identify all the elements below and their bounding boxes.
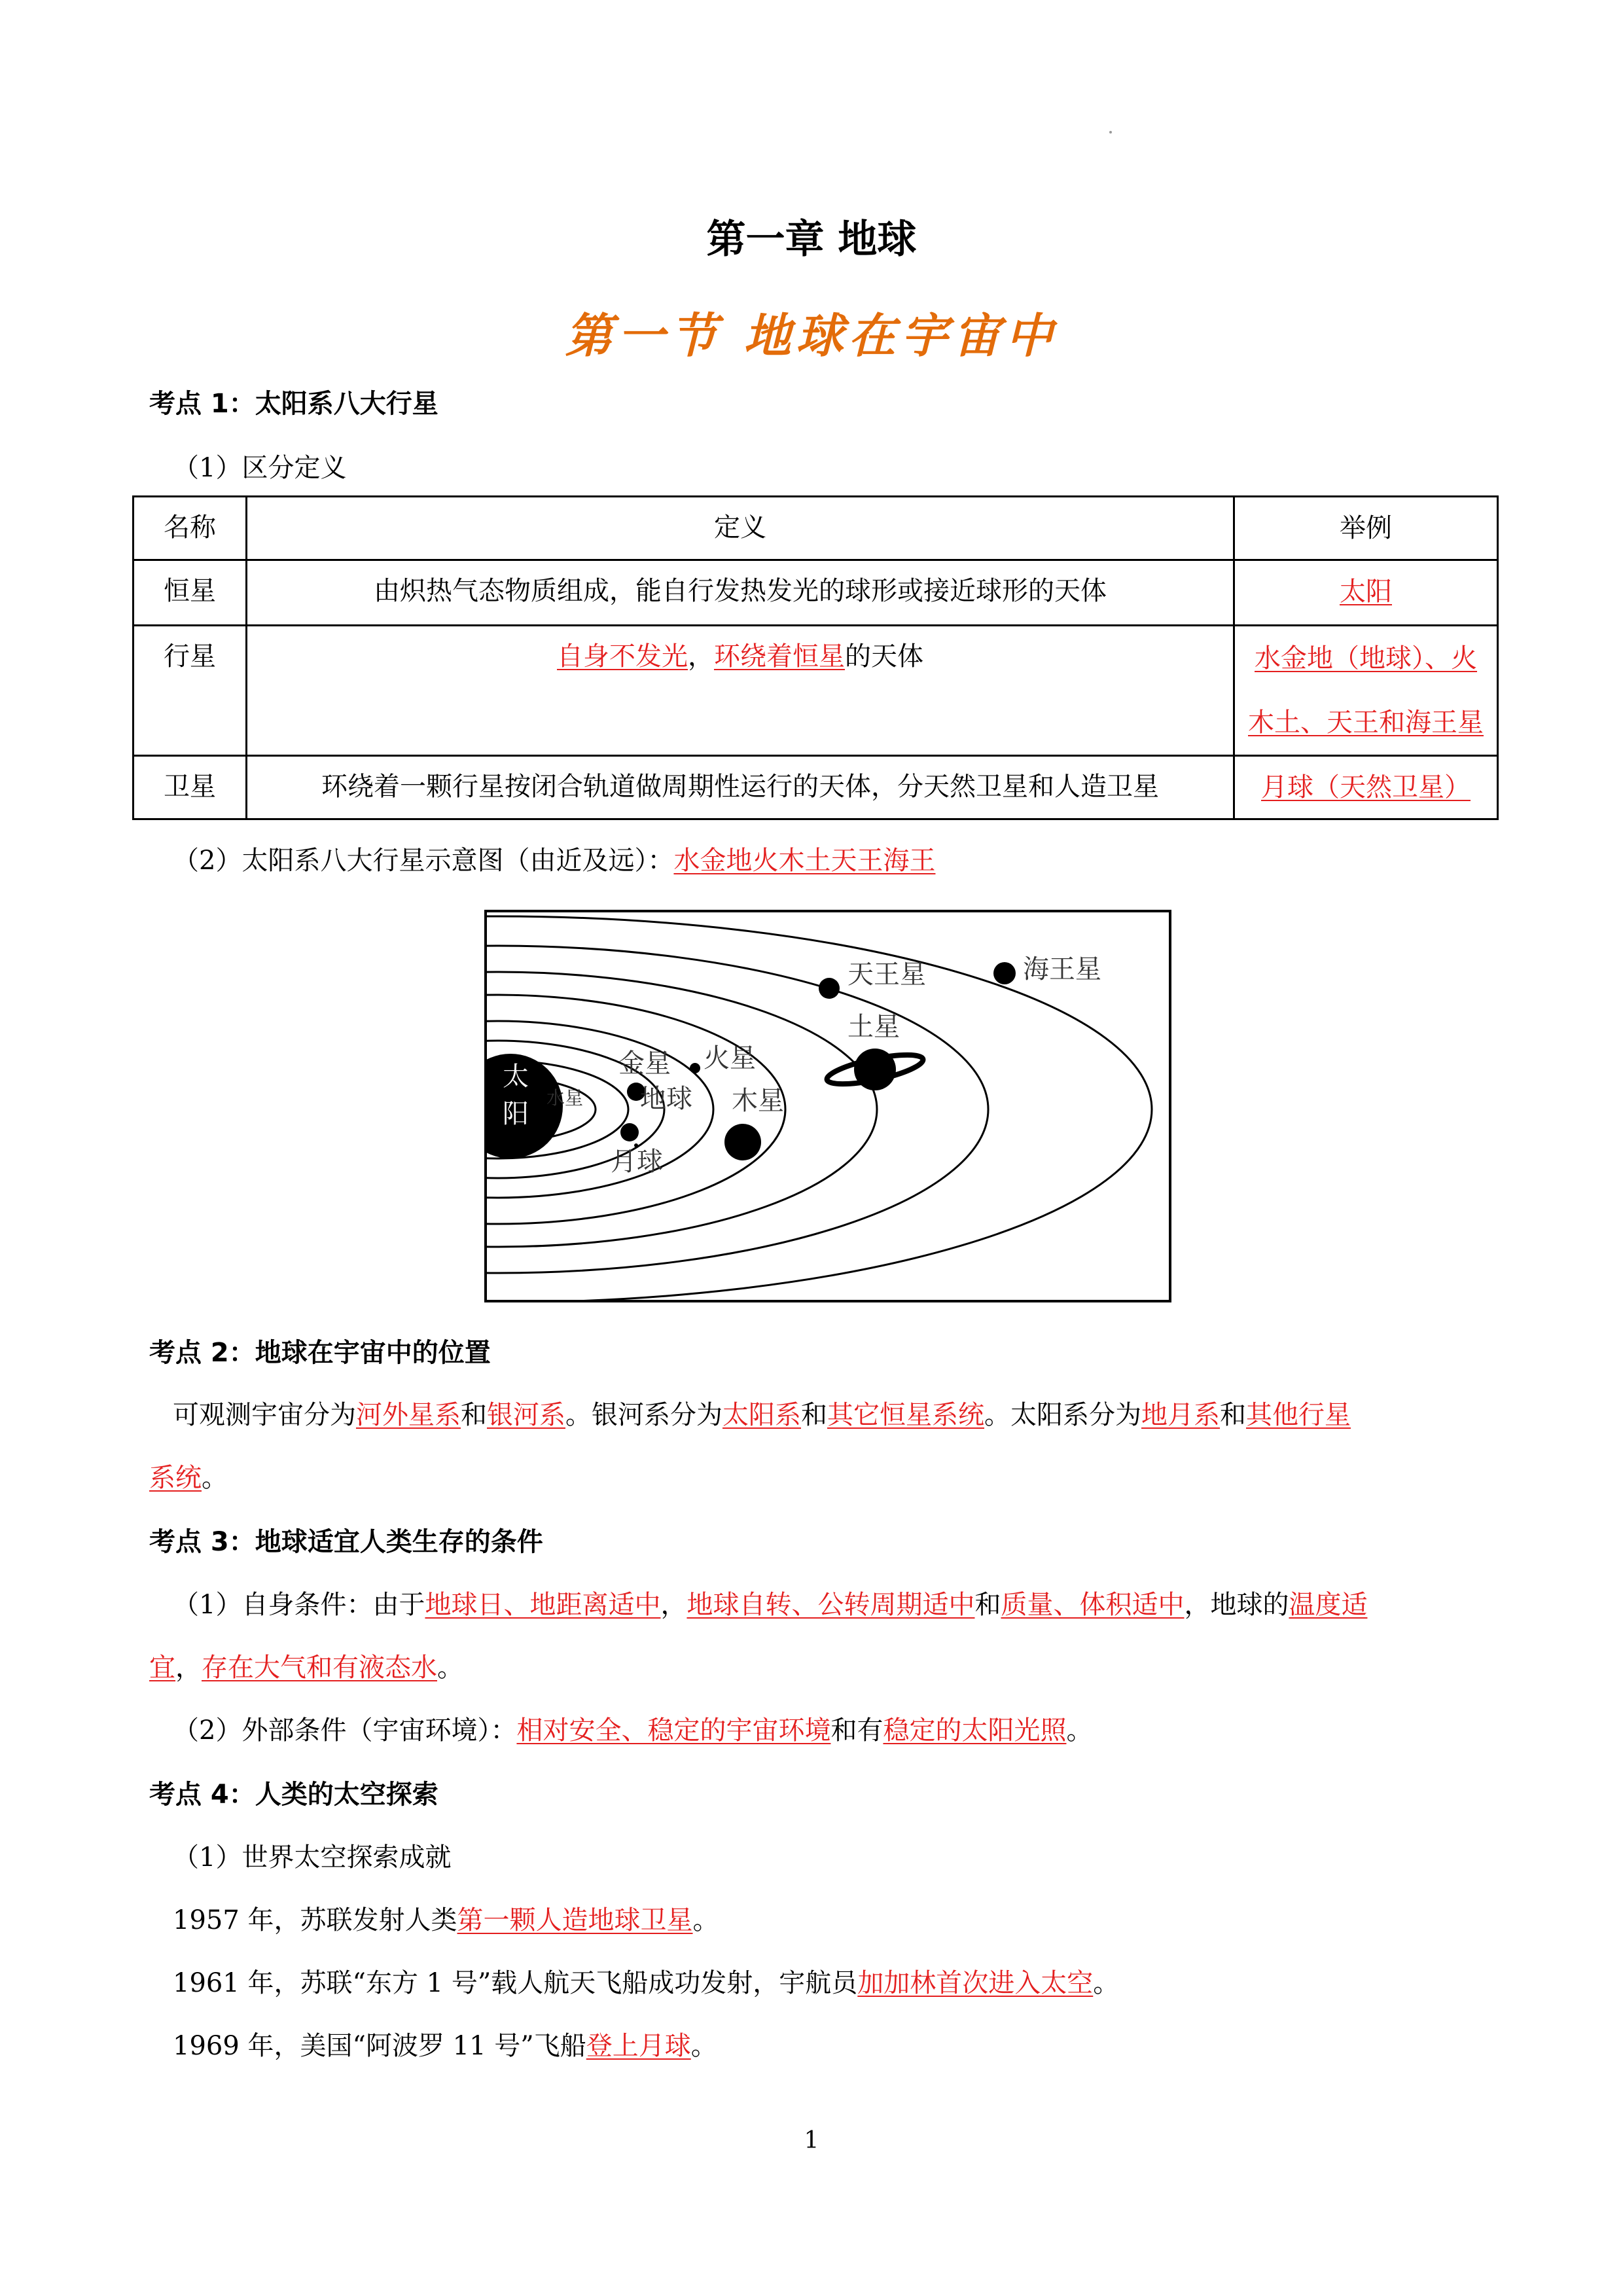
kd2-paragraph-line1 (173, 1394, 1351, 1431)
kd3-text: 。 (1066, 1715, 1093, 1746)
kd3-answer: 质量、体积适中 (1001, 1590, 1185, 1620)
sub2-answer: 水金地火木土天王海王 (673, 846, 936, 876)
kd3-answer: 存在大气和有液态水 (202, 1653, 437, 1683)
event-answer: 加加林首次进入太空 (857, 1968, 1094, 1998)
definition-table (132, 495, 1499, 820)
mars-icon (690, 1063, 700, 1073)
kd3-text: ， (175, 1653, 202, 1683)
kd2-answer: 地月系 (1141, 1400, 1220, 1430)
kd3-line3 (173, 1710, 1092, 1747)
cell-name: 行星 (134, 626, 247, 756)
example-line-2: 木土、天王和海王星 (1248, 708, 1484, 738)
table-row (134, 756, 1498, 819)
kd2-answer: 其它恒星系统 (827, 1400, 984, 1430)
kd2-text: 和 (1220, 1400, 1246, 1430)
table-row (134, 626, 1498, 756)
kd3-line2 (149, 1647, 463, 1684)
kd3-title: 考点 3：地球适宜人类生存的条件 (149, 1527, 543, 1557)
kd2-answer: 银河系 (487, 1400, 565, 1430)
table-header-example: 举例 (1234, 497, 1498, 560)
table-row (134, 560, 1498, 626)
uranus-icon (819, 978, 840, 999)
kd2-answer: 河外星系 (356, 1400, 461, 1430)
kd3-text: 和 (974, 1590, 1001, 1620)
jupiter-icon (724, 1124, 761, 1160)
table-header-def: 定义 (247, 497, 1234, 560)
venus-label: 金星 (618, 1049, 671, 1079)
event-text: 。 (690, 2031, 717, 2061)
kd4-title: 考点 4：人类的太空探索 (149, 1780, 438, 1810)
kd2-title: 考点 2：地球在宇宙中的位置 (149, 1338, 491, 1368)
page-number: 1 (804, 2127, 819, 2154)
event-text: 。 (1093, 1968, 1120, 1998)
kd3-text: （2）外部条件（宇宙环境）： (173, 1715, 517, 1746)
uranus-label: 天王星 (847, 960, 926, 990)
kd2-paragraph-line2 (149, 1457, 228, 1494)
kd3-text: 和有 (830, 1715, 883, 1746)
kd3-answer: 宜 (149, 1653, 175, 1683)
kd2-answer: 太阳系 (722, 1400, 801, 1430)
cell-name: 恒星 (134, 560, 247, 626)
cell-def: 由炽热气态物质组成，能自行发热发光的球形或接近球形的天体 (247, 560, 1234, 626)
neptune-label: 海王星 (1023, 954, 1101, 984)
kd2-text: 。银河系分为 (565, 1400, 722, 1430)
kd3-answer: 地球日、地距离适中 (425, 1590, 661, 1620)
kd3-line1 (173, 1584, 1367, 1621)
example-line-1: 水金地（地球）、火 (1255, 643, 1477, 673)
sun-label-bottom: 阳 (503, 1099, 529, 1129)
kd2-text: 。太阳系分为 (984, 1400, 1141, 1430)
def-red-1: 自身不发光 (557, 641, 688, 672)
solar-system-diagram (484, 910, 1171, 1302)
kd1-sub2 (173, 840, 935, 877)
kd2-text: 。 (202, 1463, 228, 1493)
kd3-answer: 温度适 (1289, 1590, 1368, 1620)
jupiter-label: 木星 (732, 1086, 784, 1116)
event-answer: 登上月球 (586, 2031, 691, 2061)
def-red-2: 环绕着恒星 (714, 641, 845, 672)
mercury-label: 水星 (546, 1087, 584, 1109)
def-sep: ， (688, 641, 714, 672)
table-header-name: 名称 (134, 497, 247, 560)
cell-example: 太阳 (1340, 577, 1392, 607)
event-1961 (173, 1962, 1119, 2000)
neptune-icon (993, 962, 1016, 984)
kd3-text: ，地球的 (1184, 1590, 1289, 1620)
moon-label: 月球 (611, 1147, 663, 1177)
event-answer: 第一颗人造地球卫星 (457, 1905, 693, 1935)
kd3-answer: 相对安全、稳定的宇宙环境 (516, 1715, 831, 1746)
kd3-text: 。 (437, 1653, 463, 1683)
def-tail: 的天体 (845, 641, 923, 672)
mars-label: 火星 (704, 1043, 756, 1073)
kd2-answer: 系统 (149, 1463, 202, 1493)
saturn-label: 土星 (847, 1012, 900, 1042)
event-1969 (173, 2025, 717, 2062)
sun-label-top: 太 (503, 1062, 529, 1092)
kd3-answer: 稳定的太阳光照 (883, 1715, 1067, 1746)
sub2-prefix: （2）太阳系八大行星示意图（由近及远）： (173, 846, 674, 876)
cell-def (247, 626, 1234, 756)
kd2-text: 和 (801, 1400, 827, 1430)
kd2-text: 和 (461, 1400, 487, 1430)
chapter-title: 第一章 地球 (706, 217, 917, 262)
kd2-text: 可观测宇宙分为 (173, 1400, 356, 1430)
event-text: 1961 年，苏联“东方 1 号”载人航天飞船成功发射，宇航员 (173, 1968, 858, 1998)
cell-name: 卫星 (134, 756, 247, 819)
event-1957 (173, 1899, 719, 1937)
earth-icon (620, 1123, 639, 1141)
kd1-title: 考点 1：太阳系八大行星 (149, 389, 438, 419)
cell-def: 环绕着一颗行星按闭合轨道做周期性运行的天体，分天然卫星和人造卫星 (247, 756, 1234, 819)
kd1-sub1: （1）区分定义 (173, 453, 347, 483)
event-text: 。 (692, 1905, 719, 1935)
kd2-answer: 其他行星 (1246, 1400, 1351, 1430)
cell-example: 月球（天然卫星） (1261, 772, 1471, 802)
event-text: 1969 年，美国“阿波罗 11 号”飞船 (173, 2031, 586, 2061)
kd3-text: （1）自身条件：由于 (173, 1590, 425, 1620)
kd4-sub1: （1）世界太空探索成就 (173, 1842, 452, 1873)
kd3-text: ， (660, 1590, 687, 1620)
stray-dot (1109, 131, 1112, 134)
section-title: 第一节 地球在宇宙中 (565, 308, 1058, 363)
earth-label: 地球 (640, 1084, 692, 1114)
kd3-answer: 地球自转、公转周期适中 (687, 1590, 975, 1620)
event-text: 1957 年，苏联发射人类 (173, 1905, 457, 1935)
